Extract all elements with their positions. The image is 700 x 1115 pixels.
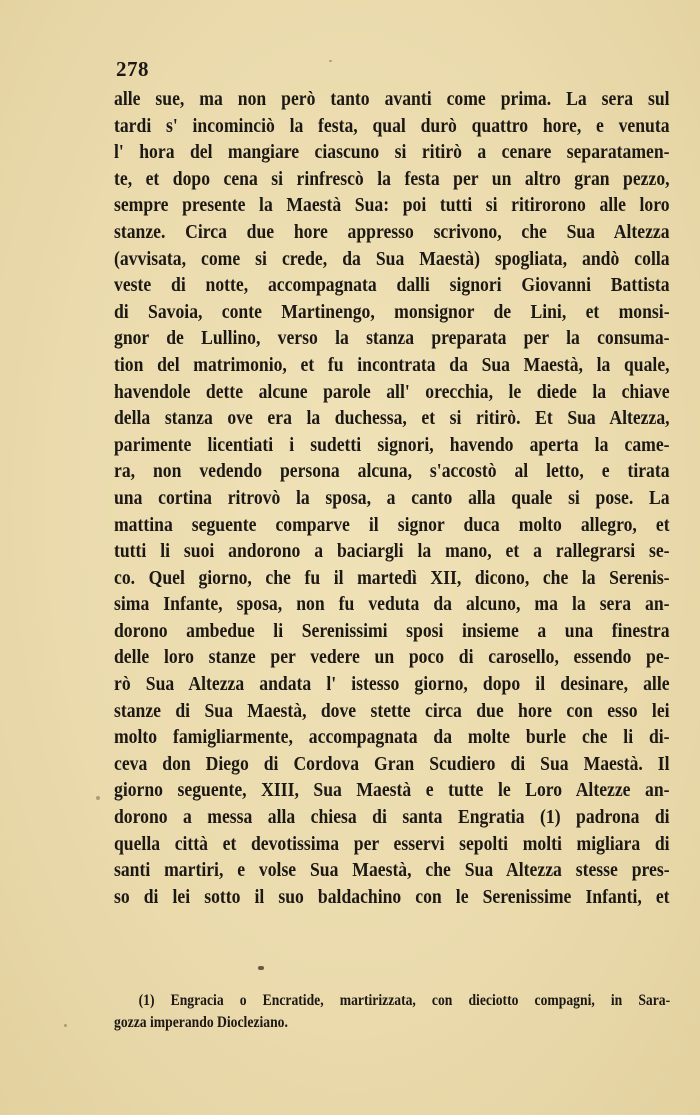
text-line: ra, non vedendo persona alcuna, s'accostò al letto, e tirata: [114, 460, 670, 483]
text-line: dorono a messa alla chiesa di santa Engratia (1) padrona di: [114, 806, 670, 829]
text-line: giorno seguente, XIII, Sua Maestà e tutte le Loro Altezze an-: [114, 779, 670, 802]
text-line: gnor de Lullino, verso la stanza preparata per la consuma-: [114, 327, 670, 350]
paper-speck: [64, 1024, 67, 1027]
text-line: santi martiri, e volse Sua Maestà, che Sua Altezza stesse pres-: [114, 859, 670, 882]
footnote-line: (1) Engracia o Encratide, martirizzata, con dieciotto compagni, in Sara-: [138, 992, 671, 1009]
footnote: [114, 990, 670, 1034]
text-line: una cortina ritrovò la sposa, a canto alla quale si pose. La: [114, 486, 670, 509]
text-line: dorono ambedue li Serenissimi sposi insieme a una finestra: [114, 619, 670, 642]
text-line: mattina seguente comparve il signor duca molto allegro, et: [114, 513, 670, 536]
body-text: [114, 86, 670, 910]
text-line: stanze di Sua Maestà, dove stette circa due hore con esso lei: [114, 699, 670, 722]
footnote-line: gozza imperando Diocleziano.: [114, 1014, 288, 1031]
text-line: quella città et devotissima per esservi sepolti molti migliara di: [114, 832, 670, 855]
paper-speck: [329, 60, 332, 62]
text-line: ceva don Diego di Cordova Gran Scudiero di Sua Maestà. Il: [114, 752, 670, 775]
text-line: so di lei sotto il suo baldachino con le Serenissime Infanti, et: [114, 885, 670, 908]
text-line: veste di notte, accompagnata dalli signori Giovanni Battista: [114, 274, 670, 297]
text-line: delle loro stanze per vedere un poco di carosello, essendo pe-: [114, 646, 670, 669]
text-line: havendole dette alcune parole all' orecchia, le diede la chiave: [114, 380, 670, 403]
text-line: alle sue, ma non però tanto avanti come prima. La sera sul: [114, 88, 670, 110]
text-line: tion del matrimonio, et fu incontrata da Sua Maestà, la quale,: [114, 353, 670, 376]
text-line: l' hora del mangiare ciascuno si ritirò a cenare separatamen-: [114, 141, 670, 164]
footnote-separator: [258, 966, 264, 970]
text-line: stanze. Circa due hore appresso scrivono, che Sua Altezza: [114, 220, 670, 243]
text-line: (avvisata, come si crede, da Sua Maestà) spogliata, andò colla: [114, 247, 670, 270]
text-line: co. Quel giorno, che fu il martedì XII, dicono, che la Serenis-: [114, 566, 670, 589]
text-line: molto famigliarmente, accompagnata da molte burle che li di-: [114, 726, 670, 749]
text-line: tardi s' incominciò la festa, qual durò quattro hore, e venuta: [114, 114, 670, 137]
text-line: della stanza ove era la duchessa, et si ritirò. Et Sua Altezza,: [114, 407, 670, 430]
page-number: 278: [116, 57, 149, 81]
text-line: sempre presente la Maestà Sua: poi tutti si ritirorono alle loro: [114, 194, 670, 217]
text-line: parimente licentiati i sudetti signori, havendo aperta la came-: [114, 433, 670, 456]
paper-speck: [96, 796, 100, 800]
text-line: sima Infante, sposa, non fu veduta da alcuno, ma la sera an-: [114, 593, 670, 616]
text-line: di Savoia, conte Martinengo, monsignor de Lini, et monsi-: [114, 300, 670, 323]
text-line: rò Sua Altezza andata l' istesso giorno, dopo il desinare, alle: [114, 673, 670, 696]
text-line: tutti li suoi andorono a baciargli la mano, et a rallegrarsi se-: [114, 540, 670, 563]
text-line: te, et dopo cena si rinfrescò la festa per un altro gran pezzo,: [114, 167, 670, 190]
